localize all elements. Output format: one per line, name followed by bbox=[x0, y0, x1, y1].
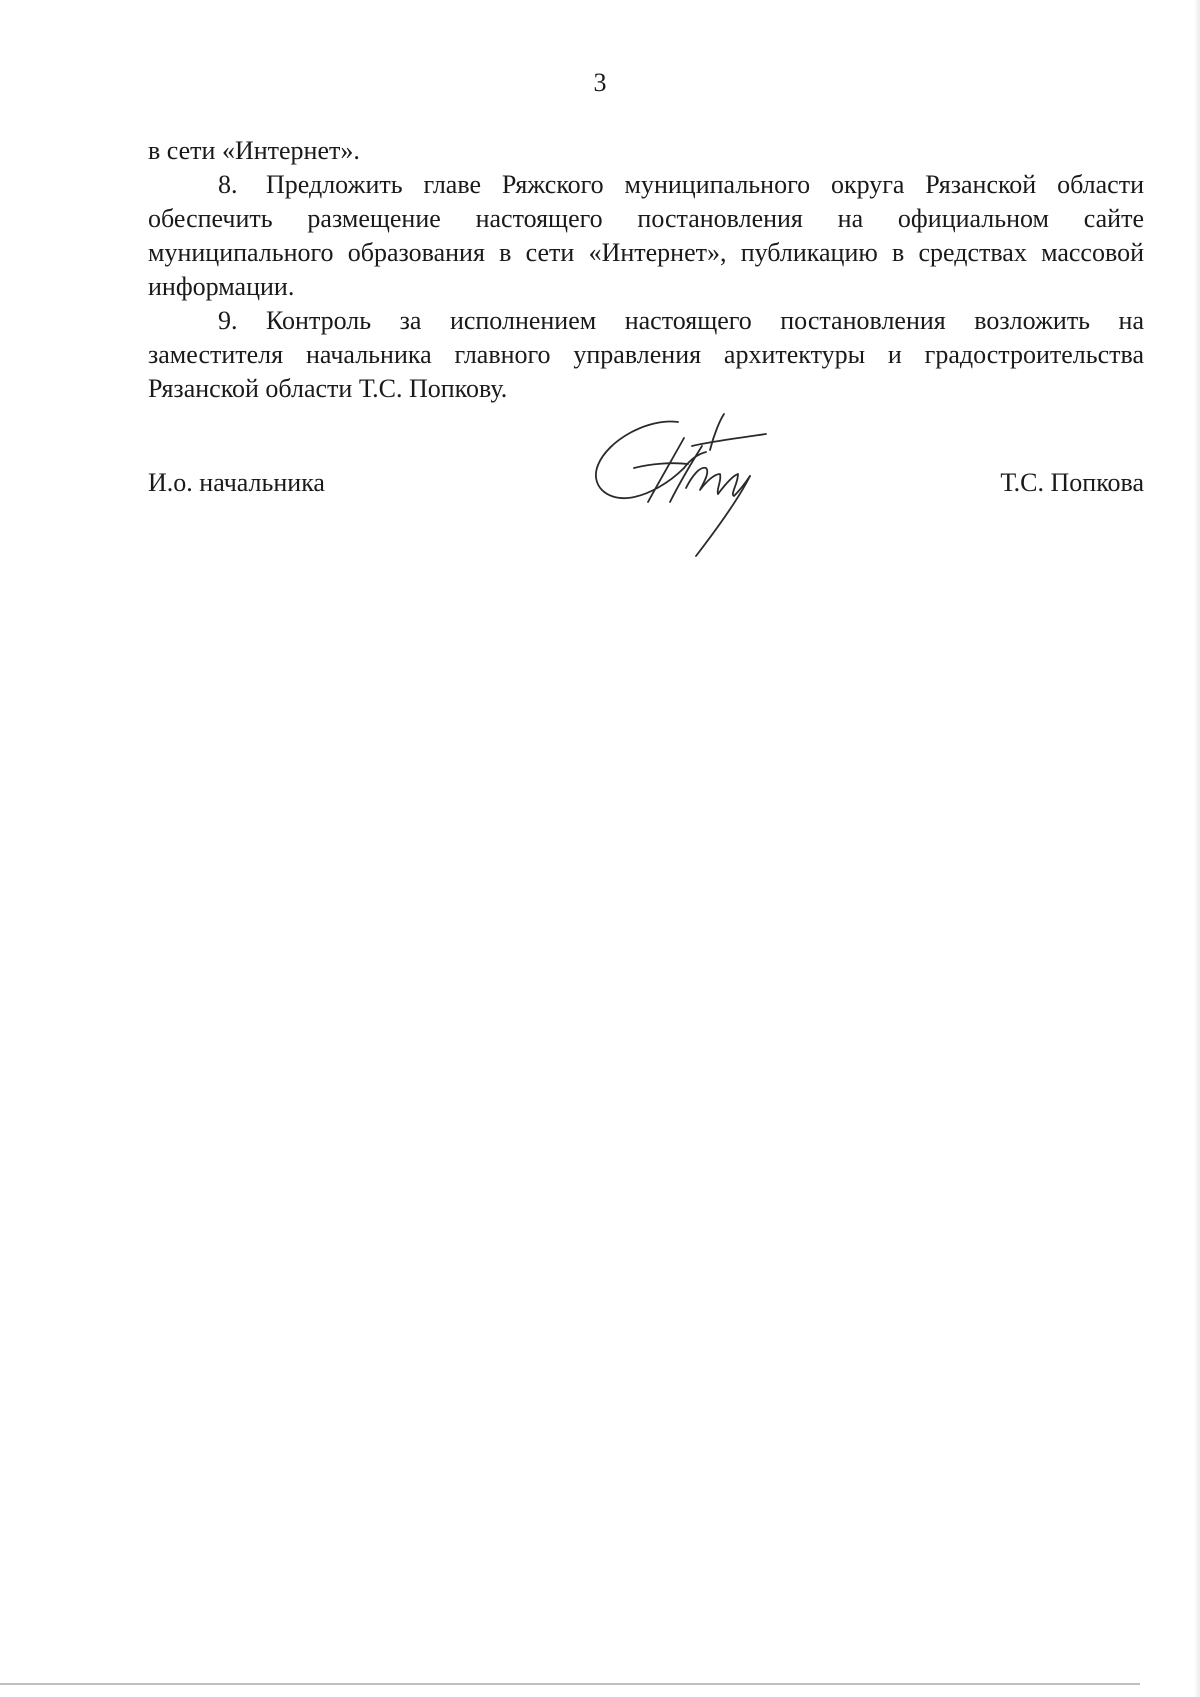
paragraph-number: 8. bbox=[218, 170, 238, 199]
page-number: 3 bbox=[593, 68, 607, 97]
paragraph-text: в сети «Интернет». bbox=[148, 136, 360, 165]
scan-bottom-line bbox=[0, 1683, 1140, 1685]
paragraph-continuation bbox=[148, 134, 1144, 168]
paragraph-text: Контроль за исполнением настоящего постановления возложить на заместителя начальника главного управления архитектуры и градостроительства Рязанской области Т.С. Попкову. bbox=[148, 306, 1144, 403]
paragraph-8 bbox=[148, 168, 1144, 304]
paragraph-number: 9. bbox=[218, 306, 238, 335]
document-body bbox=[148, 134, 1144, 406]
paragraph-text: Предложить главе Ряжского муниципального округа Рязанской области обеспечить размещение настоящего постановления на официальном сайте муниципального образования в сети «Интернет», публикацию в средствах массовой информации. bbox=[148, 170, 1144, 301]
signatory-name: Т.С. Попкова bbox=[1000, 468, 1144, 497]
scan-edge-shadow bbox=[1194, 0, 1200, 1697]
signatory-position: И.о. начальника bbox=[148, 468, 325, 497]
paragraph-9 bbox=[148, 304, 1144, 406]
handwritten-signature bbox=[588, 410, 788, 560]
